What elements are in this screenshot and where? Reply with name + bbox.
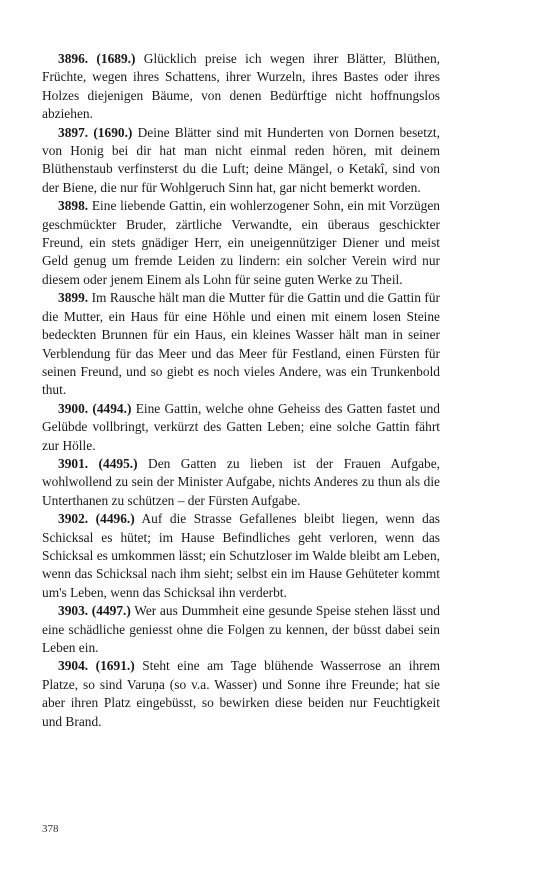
- entry-text: Eine liebende Gattin, ein wohlerzogener Sohn, ein mit Vorzügen geschmückter Bruder, zärtliche Verwandte, ein überaus geschickter Freund, ein stets gnädiger Herr, ein uneigennütziger Diener und meist Geld genug um fremde Leiden zu lindern: ein solcher Verein wird nur diesem oder jenem Einem als Lohn für seine guten Werke zu Theil.: [42, 198, 440, 287]
- page-number: 378: [42, 823, 59, 835]
- entry-3900: [42, 400, 440, 455]
- entry-number: 3899.: [58, 290, 89, 306]
- entry-number: 3903. (4497.): [58, 603, 131, 619]
- entry-number: 3901. (4495.): [58, 455, 138, 471]
- entry-text: Im Rausche hält man die Mutter für die Gattin und die Gattin für die Mutter, ein Haus für eine Höhle und einen mit einem losen Steine bedeckten Brunnen für ein Haus, ein kleines Wasser hält man in seiner Verblendung für das Meer und das Meer für Festland, einen Fürsten für seinen Freund, und so giebt es noch vieles Andere, was ein Trunkenbold thut.: [42, 290, 440, 398]
- entry-text: Auf die Strasse Gefallenes bleibt liegen, wenn das Schicksal es hütet; im Hause Befindliches geht verloren, wenn das Schicksal es umkommen lässt; ein Schutzloser im Walde bleibt am Leben, wenn das Schicksal nach ihm sieht; selbst ein im Hause Gehüteter kommt um's Leben, wenn das Schicksal ihn verderbt.: [42, 511, 441, 600]
- entry-number: 3900. (4494.): [58, 400, 132, 416]
- entry-3896: [42, 50, 440, 124]
- entry-3901: [42, 455, 440, 510]
- entry-text: Glücklich preise ich wegen ihrer Blätter, Blüthen, Früchte, wegen ihres Schattens, ihrer Wurzeln, ihres Bastes oder ihres Holzes diejenigen Bäume, von denen Bedürftige nicht hoffnungslos abziehen.: [42, 51, 440, 122]
- entry-text: Wer aus Dummheit eine gesunde Speise stehen lässt und eine schädliche geniesst ohne die Folgen zu kennen, der büsst dabei sein Leben ein.: [42, 603, 441, 655]
- entry-number: 3902. (4496.): [58, 511, 135, 527]
- entry-3899: [42, 289, 440, 399]
- entry-text: Steht eine am Tage blühende Wasserrose an ihrem Platze, so sind Varuṇa (so v.a. Wasser) und Sonne ihre Freunde; hat sie aber ihren Platz eingebüsst, so bewirken diese beiden nur Feuchtigkeit und Brand.: [42, 658, 440, 729]
- entry-3903: [42, 602, 440, 657]
- entry-3897: [42, 124, 440, 198]
- entry-3902: [42, 510, 440, 602]
- entry-text: Deine Blätter sind mit Hunderten von Dornen besetzt, von Honig bei dir hat man nicht einmal reden hören, mit deinem Blüthenstaub verfinsterst du die Luft; deine Mängel, o Ketakî, sind von der Biene, die nur für Wohlgeruch Sinn hat, gar nicht bemerkt worden.: [42, 124, 440, 195]
- entry-number: 3897. (1690.): [58, 124, 133, 140]
- entry-number: 3898.: [58, 198, 89, 214]
- entry-3904: [42, 657, 440, 731]
- entry-3898: [42, 197, 440, 289]
- page-body: [42, 50, 440, 731]
- entry-number: 3904. (1691.): [58, 658, 135, 674]
- entry-number: 3896. (1689.): [58, 51, 136, 66]
- entry-text: Eine Gattin, welche ohne Geheiss des Gatten fastet und Gelübde vollbringt, verkürzt des Gatten Leben; eine solche Gattin fährt zur Hölle.: [42, 400, 440, 453]
- entry-text: Den Gatten zu lieben ist der Frauen Aufgabe, wohlwollend zu sein der Minister Aufgabe, nichts Anderes zu thun als die Unterthanen zu schützen – der Fürsten Aufgabe.: [42, 455, 441, 508]
